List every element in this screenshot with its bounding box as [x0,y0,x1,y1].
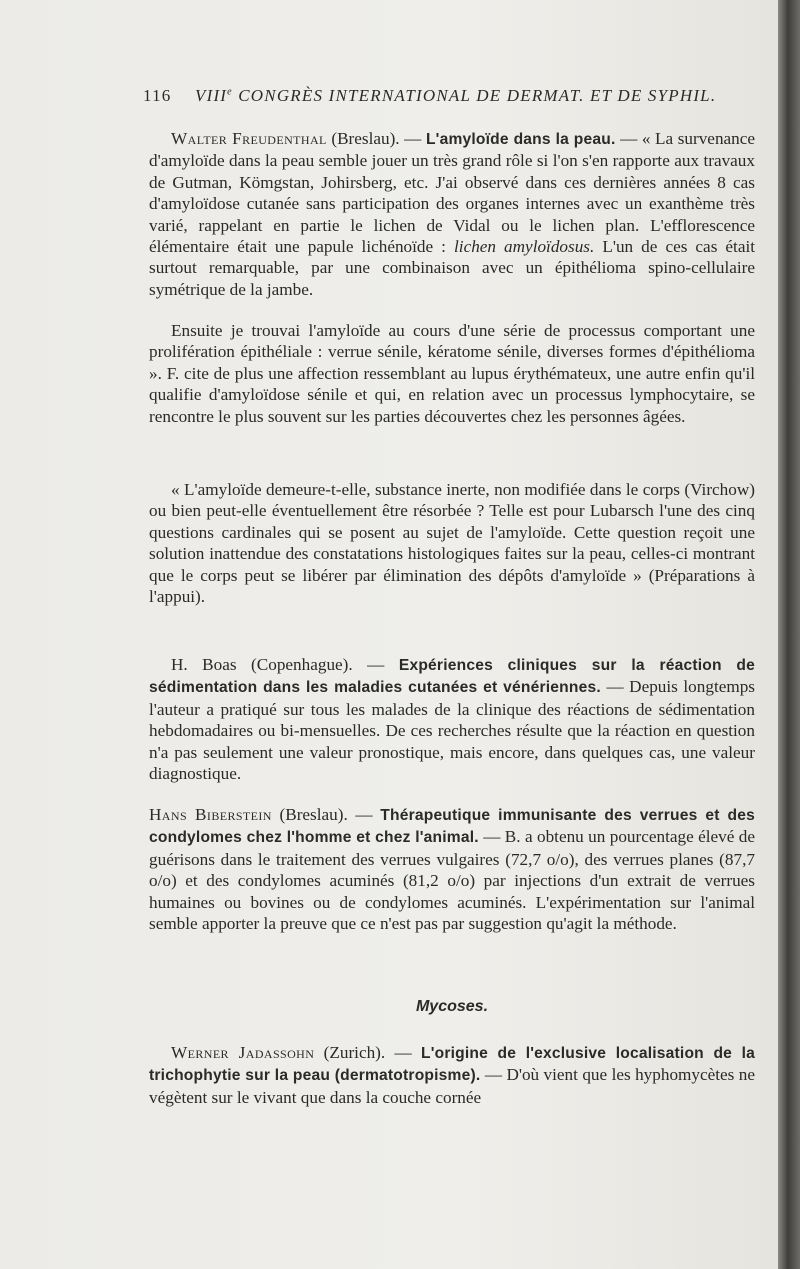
article-title: Thérapeutique immunisante des verrues et des condylomes chez l'homme et chez l'animal. [149,807,756,847]
article-freudenthal-paragraph-2: Ensuite je trouvai l'amyloïde au cours d'une série de processus comportant une prolifération épithéliale : verrue sénile, kératome sénile, diverses formes d'épithélioma ». F. cite de plus une affection ressemblant au lupus érythémateux, une autre enfin qu'il qualifie d'amyloïdose sénile et qui, en relation avec un processus lymphocytaire, se rencontre le plus souvent sur les parties découvertes chez les personnes âgées. [149,321,755,426]
author-name: Hans Biberstein [149,805,272,824]
author-name: Walter Freudenthal [171,129,327,148]
author-city: (Breslau). — [279,805,373,824]
author-city: (Copenhague). — [251,655,385,674]
article-jadassohn [149,1042,755,1108]
article-title: L'amyloïde dans la peau. [425,131,616,148]
article-body: — « La survenance d'amyloïde dans la peau semble jouer un très grand rôle si l'on s'en rapporte aux travaux de Gutman, Kömgstan, Johirsberg, etc. J'ai observé dans ces dernières années 8 cas d'amyloïdose cutanée sans participation des organes internes avec un exanthème très varié, rappelant en partie le lichen de Vidal ou le lichen plan. L'efflorescence élémentaire était une papule lichénoïde : [149,129,756,257]
article-biberstein [149,804,755,934]
section-heading: Mycoses. [415,998,489,1015]
article-body: — B. a obtenu un pourcentage élevé de guérisons dans le traitement des verrues vulgaires (72,7 o/o), des verrues planes (87,7 o/o) et des condylomes acuminés (81,2 o/o) par injections d'un extrait de verrues humaines ou bovines ou de condylomes acuminés. L'expérimentation sur l'animal semble apporter la preuve que ce n'est pas par suggestion qu'agit la méthode. [149,827,755,934]
article-freudenthal-paragraph-3: « L'amyloïde demeure-t-elle, substance inerte, non modifiée dans le corps (Virchow) ou bien peut-elle éventuellement être résorbée ? Telle est pour Lubarsch l'une des cinq questions cardinales qui se posent au sujet de l'amyloïde. Cette question reçoit une solution inattendue des constatations histologiques faites sur la peau, celles-ci montrant que le corps peut se libérer par élimination des dépôts d'amyloïde » (Préparations à l'appui). [149,480,755,607]
article-title: Expériences cliniques sur la réaction de sédimentation dans les maladies cutanées et vénériennes. [149,657,756,697]
article-freudenthal-paragraph-1 [149,128,755,300]
article-boas [149,654,755,784]
article-body: — D'où vient que les hyphomycètes ne végètent sur le vivant que dans la couche cornée [149,1065,756,1107]
book-spine-shadow [778,0,800,1269]
author-name: H. Boas [171,655,237,674]
author-name: Werner Jadassohn [171,1043,315,1062]
article-body: — Depuis longtemps l'auteur a pratiqué sur tous les malades de la clinique des réactions de sédimentation hebdomadaires ou bi-mensuelles. De ces recherches résulte que la réaction en question n'a pas seulement une valeur pronostique, mais encore, dans quelques cas, une valeur diagnostique. [149,677,755,784]
author-city: (Zurich). — [323,1043,412,1062]
running-head [143,86,755,110]
running-title: VIIIe CONGRÈS INTERNATIONAL DE DERMAT. ET DE SYPHIL. [195,86,717,105]
article-title: L'origine de l'exclusive localisation de la trichophytie sur la peau (dermatotropisme). [149,1045,756,1085]
page-number: 116 [143,86,172,105]
article-body: L'un de ces cas était surtout remarquable, par une combinaison avec un épithélioma spino-cellulaire symétrique de la jambe. [149,237,756,299]
article-italic-term: lichen amyloïdosus. [454,237,595,257]
author-city: (Breslau). — [331,129,422,148]
